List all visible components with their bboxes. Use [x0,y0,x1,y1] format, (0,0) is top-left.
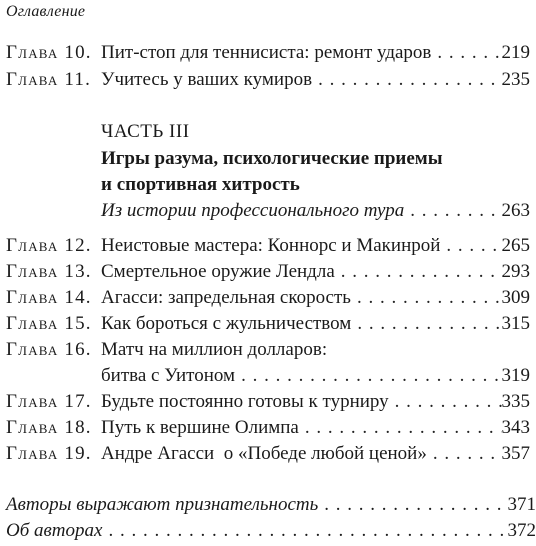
back-matter-title: Об авторах [6,520,103,541]
toc-entry [0,311,530,337]
running-head: Оглавление [6,3,86,20]
chapter-label: Глава 19. [6,443,92,464]
chapter-label: Глава 10. [6,42,92,63]
chapter-label: Глава 15. [6,313,92,334]
page-number: 343 [501,417,530,438]
toc-entry [0,40,530,66]
chapter-label: Глава 13. [6,261,92,282]
part-label: ЧАСТЬ III [101,121,190,142]
chapter-title: Учитесь у ваших кумиров [101,69,313,90]
leader-dots [440,233,501,259]
chapter-title: Агасси: запредельная скорость [101,287,351,308]
chapter-title: Пит-стоп для теннисиста: ремонт ударов [101,42,432,63]
page-number: 235 [501,69,530,90]
leader-dots [351,311,501,337]
page-number: 319 [501,365,530,386]
page-number: 309 [501,287,530,308]
chapter-title: Неистовые мастера: Коннорс и Макинрой [101,235,441,256]
chapter-label: Глава 17. [6,391,92,412]
toc-entry [0,415,530,441]
page-number: 371 [507,494,536,515]
toc-entry [0,67,530,93]
part-title-line-1: Игры разума, психологические приемы [101,148,443,169]
chapter-title: Как бороться с жульничеством [101,313,352,334]
toc-entry-back-matter [6,492,536,518]
toc-entry [0,337,530,363]
page-number: 219 [501,42,530,63]
chapter-title: Матч на миллион долларов: [101,339,328,360]
part-intro-title: Из истории профессионального тура [101,200,405,221]
chapter-label: Глава 18. [6,417,92,438]
part-title-line-2: и спортивная хитрость [101,174,300,195]
page-number: 315 [501,313,530,334]
chapter-label: Глава 12. [6,235,92,256]
page-number: 357 [501,443,530,464]
back-matter-title: Авторы выражают признательность [6,494,319,515]
page-number: 372 [507,520,536,541]
leader-dots [389,389,502,415]
toc-entry [0,233,530,259]
chapter-title: Будьте постоянно готовы к турниру [101,391,389,412]
toc-entry [0,259,530,285]
leader-dots [312,67,501,93]
leader-dots [318,492,507,518]
page-number: 263 [501,200,530,221]
toc-entry [0,441,530,467]
chapter-title: Путь к вершине Олимпа [101,417,299,438]
leader-dots [404,198,501,224]
chapter-title: Андре Агасси о «Победе любой ценой» [101,443,427,464]
page-number: 265 [501,235,530,256]
leader-dots [431,40,501,66]
chapter-label: Глава 16. [6,339,92,360]
leader-dots [102,518,507,544]
leader-dots [335,259,502,285]
toc-entry-continuation [0,363,530,389]
leader-dots [351,285,502,311]
chapter-label: Глава 11. [6,69,92,90]
toc-entry-back-matter [6,518,536,544]
toc-entry-part-intro [0,198,530,224]
leader-dots [235,363,501,389]
chapter-title: Смертельное оружие Лендла [101,261,335,282]
leader-dots [427,441,502,467]
leader-dots [299,415,502,441]
toc-entry [0,389,530,415]
page-number: 335 [501,391,530,412]
toc-entry [0,285,530,311]
page-number: 293 [501,261,530,282]
chapter-title-continuation: битва с Уитоном [101,365,236,386]
chapter-label: Глава 14. [6,287,92,308]
